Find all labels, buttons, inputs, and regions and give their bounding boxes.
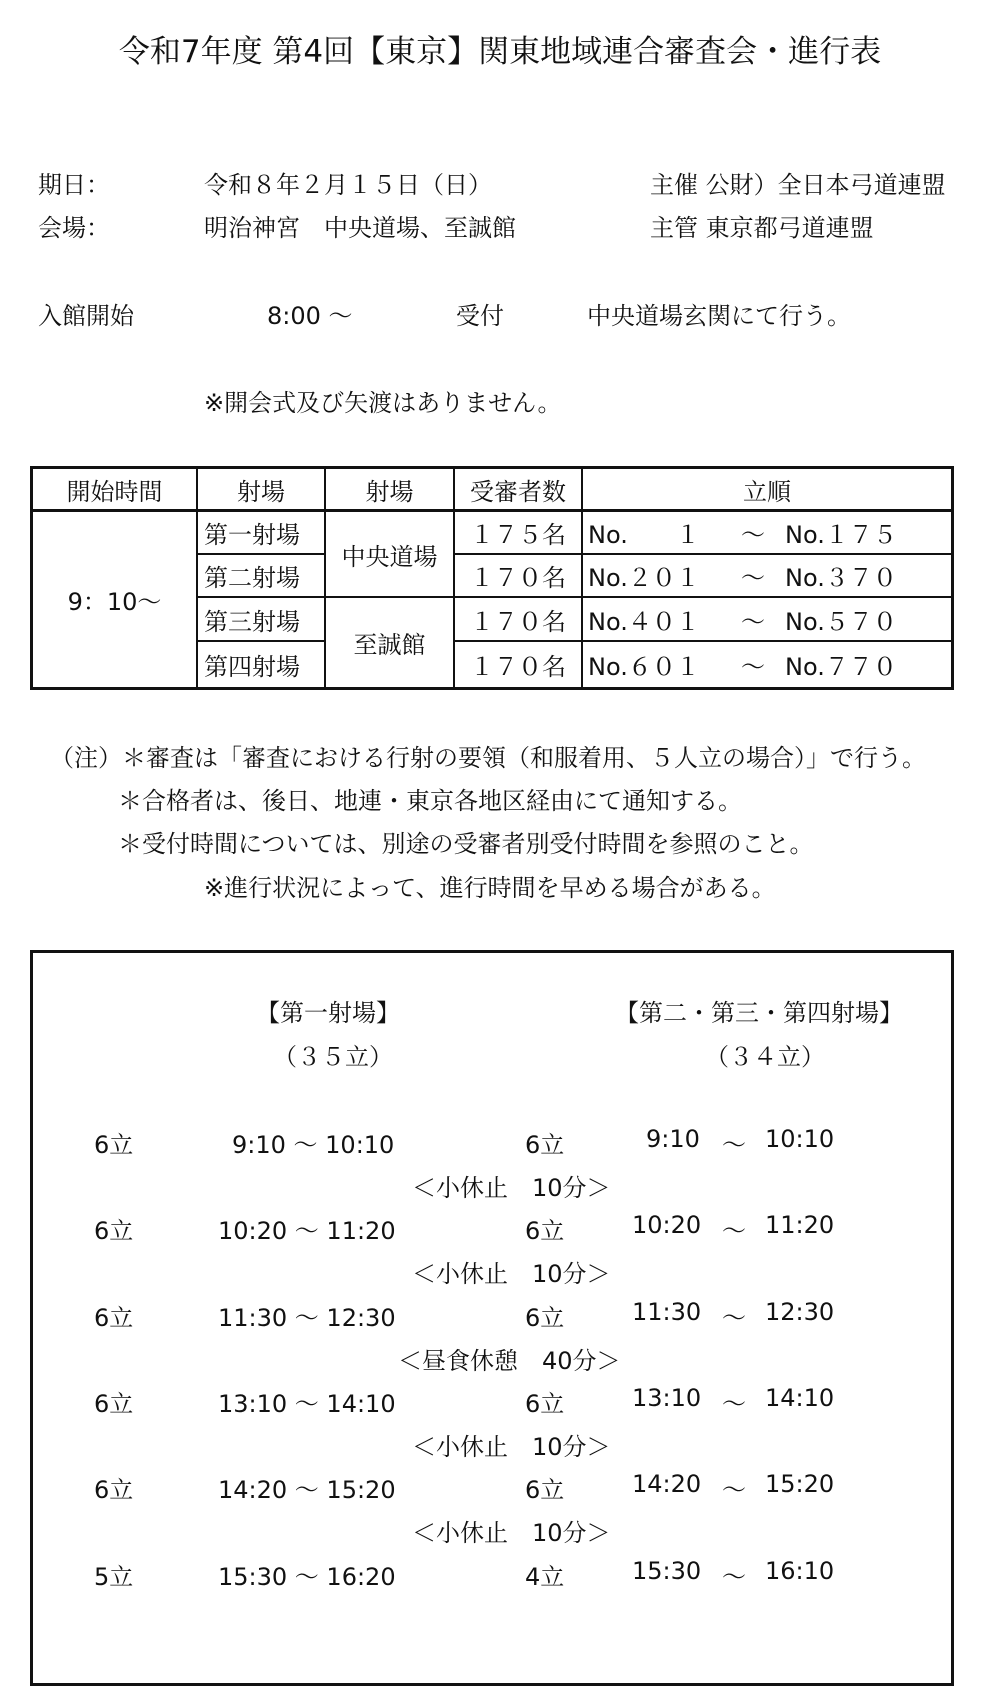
range-cell: 第二射場 [204,564,300,592]
left-range-sub: （３５立） [273,1043,393,1071]
count-cell: １７０名 [470,607,566,636]
order-to: No.１７５ [785,521,897,549]
right-start: 9:10 [646,1125,700,1153]
count-cell: １７５名 [470,521,566,549]
left-count: 6立 [94,1304,134,1332]
right-count: 6立 [525,1390,565,1418]
header-order: 立順 [743,477,791,506]
order-from: No. １ [588,521,700,549]
left-time: 9:10 ～ 10:10 [232,1131,395,1159]
right-end: 12:30 [765,1298,835,1326]
left-time: 10:20 ～ 11:20 [218,1217,396,1245]
range-cell: 第一射場 [204,521,300,549]
right-count: 6立 [525,1131,565,1159]
reception-label: 受付 [456,302,504,330]
order-tilde: ～ [741,564,765,592]
order-to: No.７７０ [785,653,897,681]
left-time: 15:30 ～ 16:20 [218,1563,396,1591]
order-from: No.６０１ [588,653,700,681]
right-start: 10:20 [632,1211,702,1239]
right-tilde: ～ [722,1217,746,1245]
left-range-title: 【第一射場】 [256,999,400,1027]
order-tilde: ～ [741,607,765,636]
date-value: 令和８年２月１５日（日） [204,171,492,199]
break-label: ＜小休止 10分＞ [412,1174,611,1202]
venue-value: 明治神宮 中央道場、至誠館 [204,214,516,242]
header-count: 受審者数 [470,477,566,506]
reception-value: 中央道場玄関にて行う。 [587,302,851,330]
right-range-title: 【第二・第三・第四射場】 [615,999,903,1027]
left-count: 6立 [94,1476,134,1504]
manager: 主管 東京都弓道連盟 [650,214,874,242]
count-cell: １７０名 [470,653,566,681]
order-tilde: ～ [741,521,765,549]
range-cell: 第三射場 [204,607,300,636]
right-start: 14:20 [632,1470,702,1498]
right-count: 6立 [525,1476,565,1504]
left-count: 6立 [94,1131,134,1159]
right-tilde: ～ [722,1131,746,1159]
entry-label: 入館開始 [38,302,134,330]
right-end: 11:20 [765,1211,835,1239]
range-cell: 第四射場 [204,653,300,681]
right-start: 15:30 [632,1557,702,1585]
right-end: 10:10 [765,1125,835,1153]
right-tilde: ～ [722,1304,746,1332]
right-start: 11:30 [632,1298,702,1326]
right-end: 16:10 [765,1557,835,1585]
order-from: No.４０１ [588,607,700,636]
right-count: 4立 [525,1563,565,1591]
break-label: ＜小休止 10分＞ [412,1260,611,1288]
break-label: ＜小休止 10分＞ [412,1519,611,1547]
right-tilde: ～ [722,1390,746,1418]
left-time: 14:20 ～ 15:20 [218,1476,396,1504]
order-to: No.５７０ [785,607,897,636]
date-label: 期日： [38,171,110,199]
hall-shiseikan: 至誠館 [353,631,426,659]
start-time-cell: 9：10～ [67,588,162,616]
lunch-break-label: ＜昼食休憩 40分＞ [398,1347,621,1375]
order-to: No.３７０ [785,564,897,592]
right-start: 13:10 [632,1384,702,1412]
note-line: ※進行状況によって、進行時間を早める場合がある。 [204,874,776,902]
left-time: 13:10 ～ 14:10 [218,1390,396,1418]
document-title: 令和7年度 第4回【東京】関東地域連合審査会・進行表 [118,34,882,70]
left-count: 6立 [94,1217,134,1245]
order-from: No.２０１ [588,564,700,592]
right-range-sub: （３４立） [705,1043,825,1071]
order-tilde: ～ [741,653,765,681]
hall-chuo: 中央道場 [341,542,438,571]
right-end: 15:20 [765,1470,835,1498]
note-line: ＊受付時間については、別途の受審者別受付時間を参照のこと。 [118,830,814,858]
assignment-table [30,466,954,690]
left-count: 6立 [94,1390,134,1418]
entry-time: 8:00 ～ [267,302,353,330]
right-tilde: ～ [722,1476,746,1504]
right-tilde: ～ [722,1563,746,1591]
header-start-time: 開始時間 [66,477,163,506]
break-label: ＜小休止 10分＞ [412,1433,611,1461]
count-cell: １７０名 [470,564,566,592]
right-end: 14:10 [765,1384,835,1412]
ceremony-note: ※開会式及び矢渡はありません。 [204,389,562,417]
left-count: 5立 [94,1563,134,1591]
right-count: 6立 [525,1217,565,1245]
note-line: （注）＊審査は「審査における行射の要領（和服着用、５人立の場合）」で行う。 [50,744,926,772]
note-line: ＊合格者は、後日、地連・東京各地区経由にて通知する。 [118,787,742,815]
header-range: 射場 [237,477,285,506]
header-hall: 射場 [365,477,414,506]
right-count: 6立 [525,1304,565,1332]
venue-label: 会場： [38,214,110,242]
left-time: 11:30 ～ 12:30 [218,1304,396,1332]
organizer: 主催 公財）全日本弓道連盟 [650,171,946,199]
